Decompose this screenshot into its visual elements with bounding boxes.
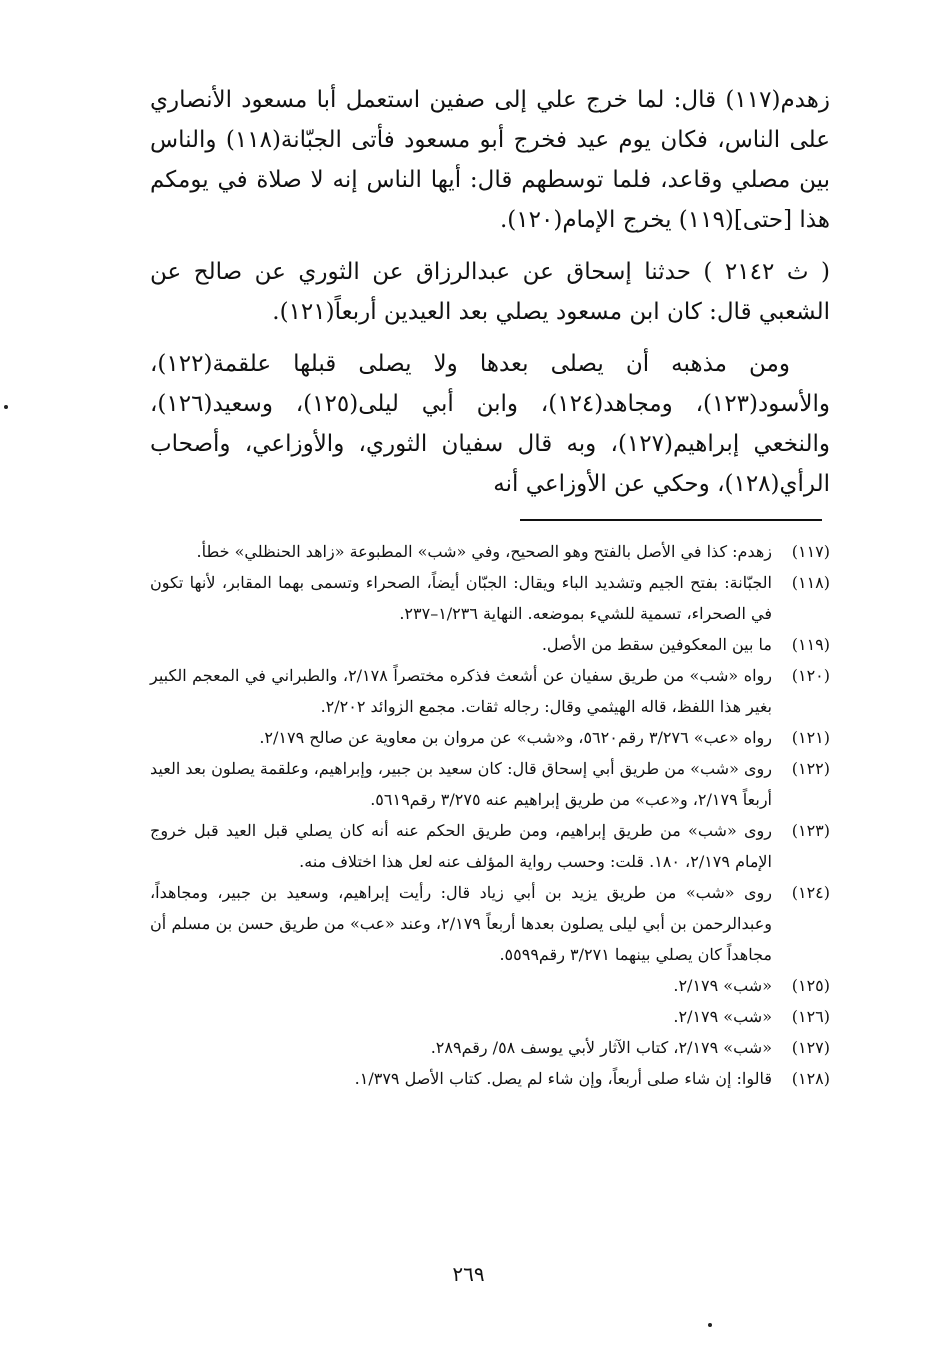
paragraph-continuation: زهدم(١١٧) قال: لما خرج علي إلى صفين استعمل أبا مسعود الأنصاري على الناس، فكان يوم عيد فخرج أبو مسعود فأتى الجبّانة(١١٨) والناس بين مصلي وقاعد، فلما توسطهم قال: أيها الناس إنه لا صلاة في يومكم هذا [حتى](١١٩) يخرج الإمام(١٢٠). [150, 87, 830, 233]
footnote-number: (١١٩) [791, 635, 830, 654]
footnote-number: (١١٧) [791, 542, 830, 561]
footnote-number: (١٢٠) [791, 666, 830, 685]
scan-speck [708, 1323, 712, 1327]
footnotes-section [150, 536, 830, 1094]
page-number: ٢٦٩ [452, 1262, 485, 1286]
footnote-text: رواه «عب» ٣/٢٧٦ رقم٥٦٢٠، و«شب» عن مروان بن معاوية عن صالح ٢/١٧٩. [259, 728, 772, 747]
footnote-127 [150, 1032, 830, 1063]
paragraph-hadith-2142: ( ث ٢١٤٢ ) حدثنا إسحاق عن عبدالرزاق عن الثوري عن صالح عن الشعبي قال: كان ابن مسعود يصلي بعد العيدين أربعاً(١٢١). [150, 259, 830, 325]
footnote-117 [150, 536, 830, 567]
footnote-122 [150, 753, 830, 815]
footnote-118 [150, 567, 830, 629]
main-text-body [150, 80, 830, 516]
footnote-text: رواه «شب» من طريق سفيان عن أشعث فذكره مختصراً ٢/١٧٨، والطبراني في المعجم الكبير بغير هذا اللفظ، قاله الهيثمي وقال: رجاله ثقات. مجمع الزوائد ٢/٢٠٢. [150, 666, 772, 716]
footnote-number: (١٢٥) [791, 976, 830, 995]
footnote-text: «شب» ٢/١٧٩، كتاب الآثار لأبي يوسف ٥٨/ رقم٢٨٩. [430, 1038, 772, 1057]
footnote-126 [150, 1001, 830, 1032]
footnote-separator-rule [520, 519, 822, 521]
footnote-number: (١٢١) [791, 728, 830, 747]
footnote-number: (١٢٨) [791, 1069, 830, 1088]
footnote-number: (١٢٣) [791, 821, 830, 840]
footnote-123 [150, 815, 830, 877]
footnote-text: «شب» ٢/١٧٩. [673, 1007, 772, 1026]
footnote-128 [150, 1063, 830, 1094]
footnote-120 [150, 660, 830, 722]
footnote-text: روى «شب» من طريق يزيد بن أبي زياد قال: رأيت إبراهيم، وسعيد بن جبير، ومجاهداً، وعبدالرحمن بن أبي ليلى يصلون بعدها أربعاً ٢/١٧٩، وعند «عب» من طريق حسن بن مسلم أن مجاهداً كان يصلي بينهما ٣/٢٧١ رقم٥٥٩٩. [150, 883, 773, 964]
footnote-number: (١٢٦) [791, 1007, 830, 1026]
scan-speck [4, 405, 8, 409]
footnote-121 [150, 722, 830, 753]
footnote-number: (١٢٧) [791, 1038, 830, 1057]
footnote-text: زهدم: كذا في الأصل بالفتح وهو الصحيح، وفي «شب» المطبوعة «زاهد الحنظلي» خطأ. [196, 542, 772, 561]
paragraph-madhhab: ومن مذهبه أن يصلى بعدها ولا يصلى قبلها علقمة(١٢٢)، والأسود(١٢٣)، ومجاهد(١٢٤)، وابن أبي ليلى(١٢٥)، وسعيد(١٢٦)، والنخعي إبراهيم(١٢٧)، وبه قال سفيان الثوري، والأوزاعي، وأصحاب الرأي(١٢٨)، وحكي عن الأوزاعي أنه [150, 351, 831, 497]
footnote-number: (١٢٤) [791, 883, 830, 902]
footnote-text: ما بين المعكوفين سقط من الأصل. [541, 635, 772, 654]
footnote-number: (١١٨) [791, 573, 830, 592]
footnote-number: (١٢٢) [791, 759, 830, 778]
footnote-125 [150, 970, 830, 1001]
footnote-text: روى «شب» من طريق إبراهيم، ومن طريق الحكم عنه أنه كان يصلي قبل العيد قبل خروج الإمام ٢/١٧٩، ١٨٠. قلت: وحسب رواية المؤلف عنه لعل هذا اختلاف منه. [150, 821, 772, 871]
footnote-119 [150, 629, 830, 660]
footnote-text: روى «شب» من طريق أبي إسحاق قال: كان سعيد بن جبير، وإبراهيم، وعلقمة يصلون بعد العيد أربعاً ٢/١٧٩، و«عب» من طريق إبراهيم عنه ٣/٢٧٥ رقم٥٦١٩. [150, 759, 772, 809]
footnote-text: قالوا: إن شاء صلى أربعاً، وإن شاء لم يصل. كتاب الأصل ١/٣٧٩. [354, 1069, 772, 1088]
footnote-124 [150, 877, 830, 970]
footnote-text: «شب» ٢/١٧٩. [673, 976, 772, 995]
footnote-text: الجبّانة: بفتح الجيم وتشديد الباء ويقال: الجبّان أيضاً، الصحراء وتسمى بهما المقابر، لأنها تكون في الصحراء، تسمية للشيء بموضعه. النهاية ١/٢٣٦–٢٣٧. [150, 573, 772, 623]
